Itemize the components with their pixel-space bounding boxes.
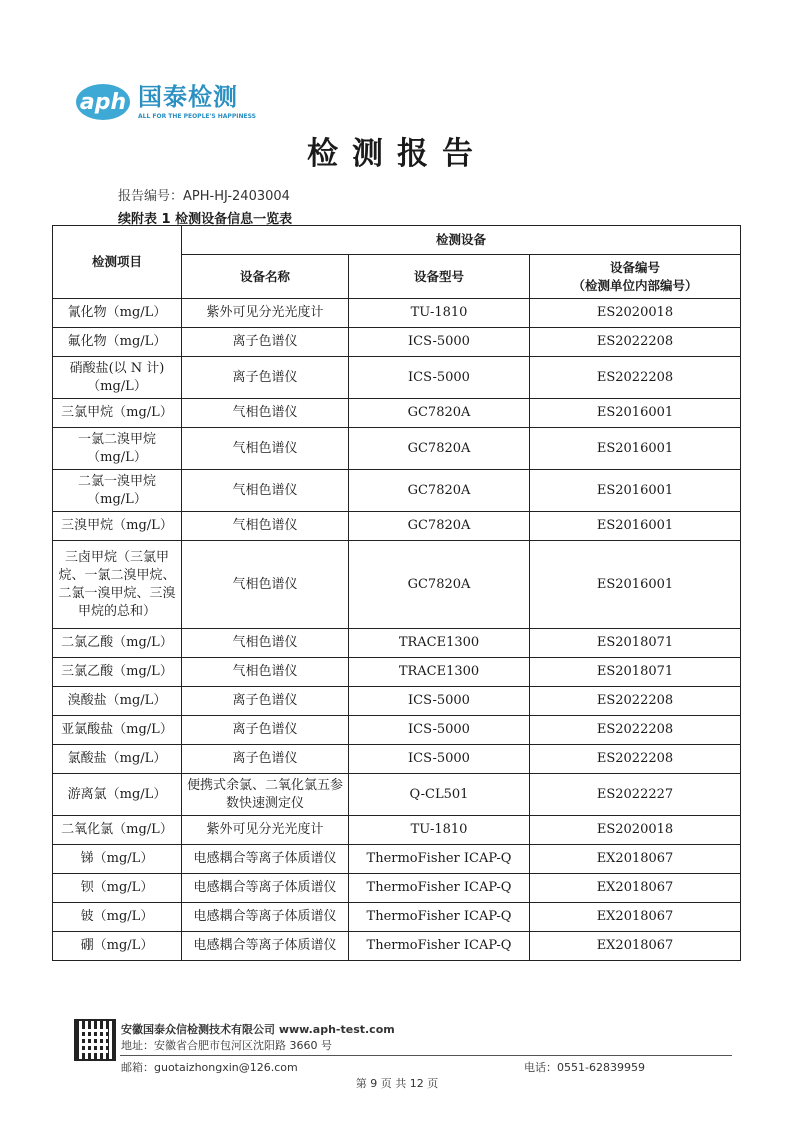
header-equipment: 检测设备 xyxy=(182,226,741,255)
cell-item: 二氯乙酸（mg/L） xyxy=(53,629,182,658)
cell-item: 铍（mg/L） xyxy=(53,903,182,932)
cell-item: 硝酸盐(以 N 计)（mg/L） xyxy=(53,357,182,399)
footer-company: 安徽国泰众信检测技术有限公司 www.aph-test.com xyxy=(121,1023,395,1036)
cell-item: 三氯甲烷（mg/L） xyxy=(53,399,182,428)
cell-model: ICS-5000 xyxy=(349,357,530,399)
table-row xyxy=(53,687,741,716)
cell-item: 三氯乙酸（mg/L） xyxy=(53,658,182,687)
cell-model: ICS-5000 xyxy=(349,716,530,745)
cell-item: 溴酸盐（mg/L） xyxy=(53,687,182,716)
cell-model: ICS-5000 xyxy=(349,745,530,774)
cell-name: 电感耦合等离子体质谱仪 xyxy=(182,845,349,874)
cell-code: ES2016001 xyxy=(530,399,741,428)
table-row xyxy=(53,932,741,961)
cell-code: ES2018071 xyxy=(530,629,741,658)
cell-model: TU-1810 xyxy=(349,299,530,328)
cell-model: ThermoFisher ICAP-Q xyxy=(349,874,530,903)
cell-name: 气相色谱仪 xyxy=(182,512,349,541)
page-title: 检测报告 xyxy=(307,136,487,172)
cell-code: ES2016001 xyxy=(530,512,741,541)
cell-code: ES2022208 xyxy=(530,357,741,399)
cell-item: 钡（mg/L） xyxy=(53,874,182,903)
table-row xyxy=(53,874,741,903)
cell-code: ES2016001 xyxy=(530,428,741,470)
table-row xyxy=(53,745,741,774)
cell-model: GC7820A xyxy=(349,428,530,470)
cell-name: 离子色谱仪 xyxy=(182,687,349,716)
cell-item: 亚氯酸盐（mg/L） xyxy=(53,716,182,745)
cell-model: ThermoFisher ICAP-Q xyxy=(349,903,530,932)
footer-divider xyxy=(120,1055,732,1056)
table-row xyxy=(53,629,741,658)
table-row xyxy=(53,328,741,357)
cell-name: 离子色谱仪 xyxy=(182,745,349,774)
table-caption: 续附表 1 检测设备信息一览表 xyxy=(118,212,293,227)
cell-code: EX2018067 xyxy=(530,845,741,874)
cell-name: 气相色谱仪 xyxy=(182,541,349,629)
cell-item: 氯酸盐（mg/L） xyxy=(53,745,182,774)
equipment-table xyxy=(52,225,741,961)
cell-model: ICS-5000 xyxy=(349,687,530,716)
cell-item: 一氯二溴甲烷（mg/L） xyxy=(53,428,182,470)
cell-name: 气相色谱仪 xyxy=(182,629,349,658)
cell-item: 二氧化氯（mg/L） xyxy=(53,816,182,845)
cell-code: ES2022208 xyxy=(530,716,741,745)
table-row xyxy=(53,816,741,845)
cell-model: ThermoFisher ICAP-Q xyxy=(349,845,530,874)
cell-name: 电感耦合等离子体质谱仪 xyxy=(182,932,349,961)
header-code-line2: （检测单位内部编号） xyxy=(572,277,698,293)
cell-code: ES2020018 xyxy=(530,816,741,845)
footer-email: 邮箱：guotaizhongxin@126.com xyxy=(121,1061,298,1074)
footer-phone: 电话：0551-62839959 xyxy=(524,1061,645,1074)
logo-badge: aph xyxy=(76,84,130,120)
cell-item: 二氯一溴甲烷（mg/L） xyxy=(53,470,182,512)
cell-model: TU-1810 xyxy=(349,816,530,845)
cell-code: EX2018067 xyxy=(530,903,741,932)
header-item: 检测项目 xyxy=(53,226,182,299)
qr-code xyxy=(74,1019,116,1061)
table-row xyxy=(53,716,741,745)
report-number: 报告编号：APH-HJ-2403004 xyxy=(118,189,290,204)
cell-model: ThermoFisher ICAP-Q xyxy=(349,932,530,961)
table-row xyxy=(53,399,741,428)
cell-item: 三溴甲烷（mg/L） xyxy=(53,512,182,541)
cell-name: 电感耦合等离子体质谱仪 xyxy=(182,874,349,903)
cell-item: 三卤甲烷（三氯甲烷、一氯二溴甲烷、二氯一溴甲烷、三溴甲烷的总和） xyxy=(53,541,182,629)
cell-model: GC7820A xyxy=(349,541,530,629)
logo-name: 国泰检测 xyxy=(138,83,238,111)
cell-name: 离子色谱仪 xyxy=(182,328,349,357)
cell-name: 气相色谱仪 xyxy=(182,658,349,687)
table-row xyxy=(53,428,741,470)
cell-model: Q-CL501 xyxy=(349,774,530,816)
header-model: 设备型号 xyxy=(349,255,530,299)
cell-code: ES2022208 xyxy=(530,745,741,774)
table-row xyxy=(53,774,741,816)
cell-model: GC7820A xyxy=(349,470,530,512)
cell-model: GC7820A xyxy=(349,399,530,428)
cell-model: GC7820A xyxy=(349,512,530,541)
cell-name: 紫外可见分光光度计 xyxy=(182,299,349,328)
cell-code: ES2022208 xyxy=(530,687,741,716)
cell-item: 锑（mg/L） xyxy=(53,845,182,874)
company-logo xyxy=(76,84,256,120)
table-row xyxy=(53,658,741,687)
cell-model: TRACE1300 xyxy=(349,658,530,687)
page-number: 第 9 页 共 12 页 xyxy=(355,1077,439,1090)
header-name: 设备名称 xyxy=(182,255,349,299)
logo-tagline: ALL FOR THE PEOPLE'S HAPPINESS xyxy=(138,113,256,120)
cell-name: 紫外可见分光光度计 xyxy=(182,816,349,845)
footer-address: 地址：安徽省合肥市包河区沈阳路 3660 号 xyxy=(121,1039,332,1052)
cell-code: ES2020018 xyxy=(530,299,741,328)
cell-name: 气相色谱仪 xyxy=(182,428,349,470)
cell-name: 离子色谱仪 xyxy=(182,716,349,745)
cell-name: 气相色谱仪 xyxy=(182,399,349,428)
cell-item: 游离氯（mg/L） xyxy=(53,774,182,816)
header-code xyxy=(530,255,741,299)
cell-code: EX2018067 xyxy=(530,874,741,903)
table-row xyxy=(53,357,741,399)
header-code-line1: 设备编号 xyxy=(610,259,661,275)
table-row xyxy=(53,845,741,874)
table-row xyxy=(53,541,741,629)
cell-code: ES2022208 xyxy=(530,328,741,357)
cell-code: ES2016001 xyxy=(530,541,741,629)
cell-code: EX2018067 xyxy=(530,932,741,961)
cell-item: 硼（mg/L） xyxy=(53,932,182,961)
cell-name: 气相色谱仪 xyxy=(182,470,349,512)
cell-name: 电感耦合等离子体质谱仪 xyxy=(182,903,349,932)
table-row xyxy=(53,512,741,541)
table-row xyxy=(53,903,741,932)
cell-model: TRACE1300 xyxy=(349,629,530,658)
table-row xyxy=(53,470,741,512)
cell-code: ES2018071 xyxy=(530,658,741,687)
cell-item: 氰化物（mg/L） xyxy=(53,299,182,328)
cell-model: ICS-5000 xyxy=(349,328,530,357)
cell-code: ES2022227 xyxy=(530,774,741,816)
cell-code: ES2016001 xyxy=(530,470,741,512)
cell-name: 离子色谱仪 xyxy=(182,357,349,399)
cell-name: 便携式余氯、二氧化氯五参数快速测定仪 xyxy=(182,774,349,816)
table-row xyxy=(53,299,741,328)
cell-item: 氟化物（mg/L） xyxy=(53,328,182,357)
